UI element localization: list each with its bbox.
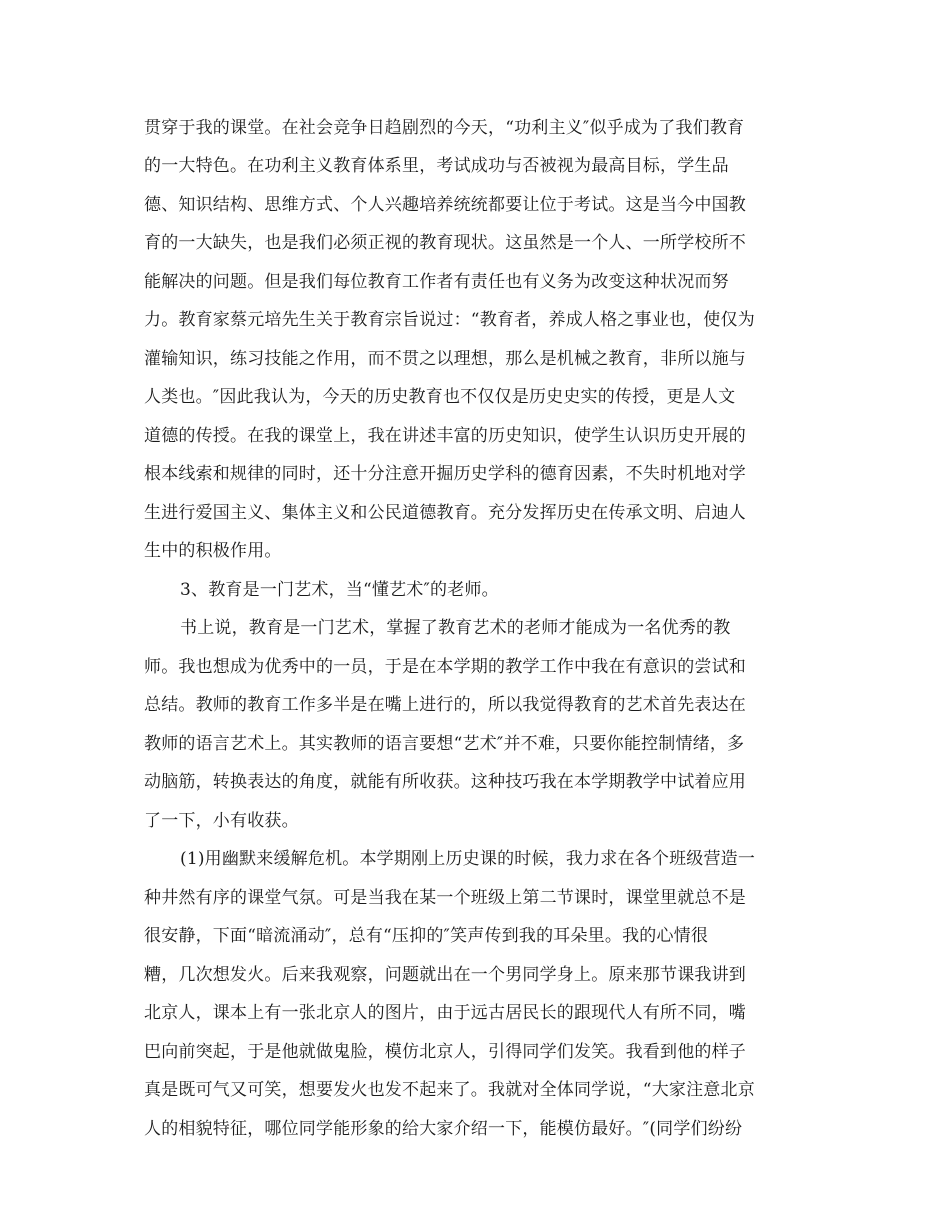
text-line: 动脑筋，转换表达的角度，就能有所收获。这种技巧我在本学期教学中试着应用	[144, 772, 746, 792]
text-line: 贯穿于我的课堂。在社会竞争日趋剧烈的今天，“功利主义″似乎成为了我们教育	[144, 118, 745, 138]
text-line: 很安静，下面“暗流涌动″，总有“压抑的″笑声传到我的耳朵里。我的心情很	[144, 926, 709, 946]
section-heading: 3、教育是一门艺术，当“懂艺术″的老师。	[180, 580, 499, 600]
text-line: 北京人，课本上有一张北京人的图片，由于远古居民长的跟现代人有所不同，嘴	[144, 1003, 746, 1023]
text-line: 力。教育家蔡元培先生关于教育宗旨说过：“教育者，养成人格之事业也，使仅为	[144, 310, 755, 330]
text-line: (1)用幽默来缓解危机。本学期刚上历史课的时候，我力求在各个班级营造一	[180, 849, 756, 869]
text-line: 道德的传授。在我的课堂上，我在讲述丰富的历史知识，使学生认识历史开展的	[144, 426, 746, 446]
text-line: 育的一大缺失，也是我们必须正视的教育现状。这虽然是一个人、一所学校所不	[144, 233, 746, 253]
text-line: 生进行爱国主义、集体主义和公民道德教育。充分发挥历史在传承文明、启迪人	[144, 503, 746, 523]
text-line: 人类也。″因此我认为，今天的历史教育也不仅仅是历史史实的传授，更是人文	[144, 387, 736, 407]
text-line: 人的相貌特征，哪位同学能形象的给大家介绍一下，能模仿最好。″(同学们纷纷	[144, 1119, 743, 1139]
text-line: 教师的语言艺术上。其实教师的语言要想“艺术″并不难，只要你能控制情绪，多	[144, 734, 745, 754]
text-line: 根本线索和规律的同时，还十分注意开掘历史学科的德育因素，不失时机地对学	[144, 464, 746, 484]
text-line: 书上说，教育是一门艺术，掌握了教育艺术的老师才能成为一名优秀的教	[180, 618, 731, 638]
text-line: 糟，几次想发火。后来我观察，问题就出在一个男同学身上。原来那节课我讲到	[144, 965, 746, 985]
text-line: 巴向前突起，于是他就做鬼脸，模仿北京人，引得同学们发笑。我看到他的样子	[144, 1042, 746, 1062]
text-line: 生中的积极作用。	[144, 541, 282, 561]
text-line: 的一大特色。在功利主义教育体系里，考试成功与否被视为最高目标，学生品	[144, 156, 729, 176]
text-line: 师。我也想成为优秀中的一员，于是在本学期的教学工作中我在有意识的尝试和	[144, 657, 746, 677]
text-line: 了一下，小有收获。	[144, 811, 299, 831]
text-line: 总结。教师的教育工作多半是在嘴上进行的，所以我觉得教育的艺术首先表达在	[144, 695, 746, 715]
text-line: 种井然有序的课堂气氛。可是当我在某一个班级上第二节课时，课堂里就总不是	[144, 888, 746, 908]
text-line: 德、知识结构、思维方式、个人兴趣培养统统都要让位于考试。这是当今中国教	[144, 195, 746, 215]
text-line: 真是既可气又可笑，想要发火也发不起来了。我就对全体同学说，“大家注意北京	[144, 1080, 755, 1100]
text-line: 灌输知识，练习技能之作用，而不贯之以理想，那么是机械之教育，非所以施与	[144, 349, 746, 369]
text-line: 能解决的问题。但是我们每位教育工作者有责任也有义务为改变这种状况而努	[144, 272, 729, 292]
